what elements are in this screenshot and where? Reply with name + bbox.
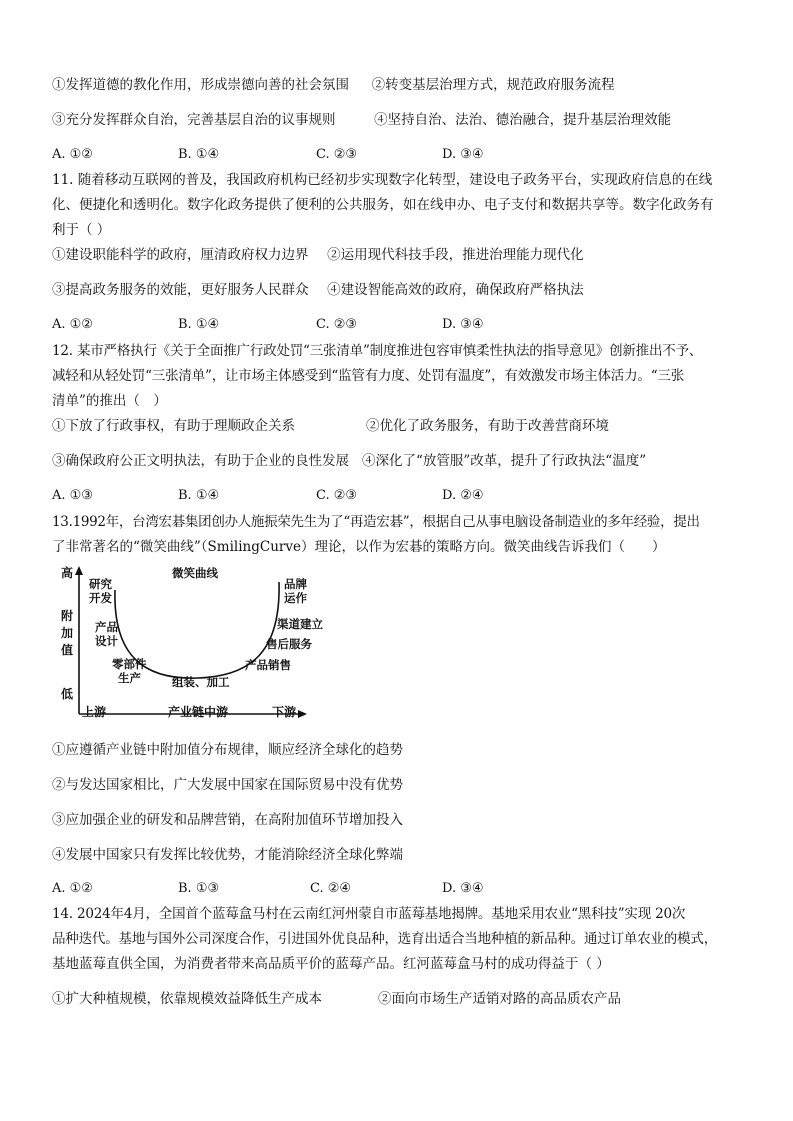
q10-option-b[interactable]: B. ①④: [178, 147, 220, 162]
label-brand-2: 运作: [284, 591, 307, 605]
q10-option-c[interactable]: C. ②③: [316, 147, 358, 162]
q14-statement-2: ②面向市场生产适销对路的高品质农产品: [378, 991, 621, 1007]
q11-stem-line-2: 化、便捷化和透明化。数字化政务提供了便利的公共服务，如在线申办、电子支付和数据共享等。数字化政务有: [52, 197, 714, 213]
q10-option-a[interactable]: A. ①②: [52, 147, 93, 162]
smiling-curve-figure: [55, 562, 335, 722]
q12-statement-2: ②优化了政务服务，有助于改善营商环境: [366, 418, 609, 434]
q11-statement-3: ③提高政务服务的效能，更好服务人民群众: [52, 282, 309, 298]
label-channel: 渠道建立: [277, 617, 323, 631]
q11-option-c[interactable]: C. ②③: [316, 317, 358, 332]
label-service: 售后服务: [266, 637, 312, 651]
q12-statement-4: ④深化了“放管服”改革，提升了行政执法“温度”: [362, 453, 647, 469]
q11-option-d[interactable]: D. ③④: [442, 317, 484, 332]
y-label-char-3: 值: [61, 643, 74, 657]
q13-statement-1: ①应遵循产业链中附加值分布规律，顺应经济全球化的趋势: [52, 742, 403, 758]
q12-statement-3: ③确保政府公正文明执法，有助于企业的良性发展: [52, 453, 349, 469]
label-sales: 产品销售: [245, 658, 291, 672]
q10-statement-1: ①发挥道德的教化作用，形成崇德向善的社会氛围: [52, 77, 349, 93]
q12-option-b[interactable]: B. ①④: [178, 488, 220, 503]
q11-statement-3-4: [52, 281, 584, 299]
q13-option-b[interactable]: B. ①③: [178, 881, 220, 896]
label-parts-1: 零部件: [112, 657, 147, 671]
q14-stem-line-2: 品种迭代。基地与国外公司深度合作，引进国外优良品种，选育出适合当地种植的新品种。通过订单农业的模式，: [52, 931, 717, 947]
figure-title: 微笑曲线: [172, 566, 218, 580]
q12-stem-line-1: 12. 某市严格执行《关于全面推广行政处罚“三张清单”制度推进包容审慎柔性执法的指导意见》创新推出不予、: [52, 343, 703, 359]
label-design-1: 产品: [95, 620, 118, 634]
q10-statement-3-4: [52, 111, 671, 129]
label-parts-2: 生产: [118, 671, 141, 685]
q12-statement-1: ①下放了行政事权，有助于理顺政企关系: [52, 418, 295, 434]
q12-stem-line-3: 清单”的推出（ ）: [52, 393, 167, 409]
q13-option-d[interactable]: D. ③④: [442, 881, 484, 896]
label-rd-1: 研究: [89, 577, 112, 591]
label-rd-2: 开发: [89, 591, 112, 605]
q10-option-d[interactable]: D. ③④: [442, 147, 484, 162]
q10-statement-1-2: [52, 76, 615, 94]
q13-stem-line-2: 了非常著名的“微笑曲线”（SmilingCurve）理论，以作为宏碁的策略方向。微笑曲线告诉我们（ ）: [52, 539, 666, 555]
q14-stem-line-3: 基地蓝莓直供全国，为消费者带来高品质平价的蓝莓产品。红河蓝莓盒马村的成功得益于（ ）: [52, 956, 610, 972]
y-label-char-1: 附: [61, 609, 74, 623]
label-assembly: 组装、加工: [172, 675, 230, 689]
q12-stem-line-2: 减轻和从轻处罚“三张清单”，让市场主体感受到“监管有力度、处罚有温度”，有效激发市场主体活力。“三张: [52, 368, 685, 384]
q13-statement-3: ③应加强企业的研发和品牌营销，在高附加值环节增加投入: [52, 812, 403, 828]
q14-stem-line-1: 14. 2024年4月，全国首个蓝莓盒马村在云南红河州蒙自市蓝莓基地揭牌。基地采用农业“黑科技”实现 20次: [52, 906, 686, 922]
q13-option-a[interactable]: A. ①②: [52, 881, 93, 896]
y-axis-arrow: [75, 566, 83, 575]
q12-option-a[interactable]: A. ①③: [52, 488, 93, 503]
x-axis-midstream-label: 产业链中游: [168, 705, 229, 719]
q11-stem-line-3: 利于（ ）: [52, 222, 111, 238]
q11-statement-1: ①建设职能科学的政府，厘清政府权力边界: [52, 247, 309, 263]
y-high-label: 高: [61, 566, 74, 580]
q11-statement-1-2: [52, 246, 584, 264]
x-axis-downstream-label: 下游: [272, 705, 297, 719]
y-low-label: 低: [61, 687, 74, 701]
label-design-2: 设计: [95, 634, 118, 648]
label-brand-1: 品牌: [284, 577, 307, 591]
x-axis-upstream-label: 上游: [82, 705, 107, 719]
x-axis-arrow: [298, 710, 307, 718]
q11-statement-2: ②运用现代科技手段，推进治理能力现代化: [327, 247, 584, 263]
q13-statement-4: ④发展中国家只有发挥比较优势，才能消除经济全球化弊端: [52, 847, 403, 863]
q11-statement-4: ④建设智能高效的政府，确保政府严格执法: [327, 282, 584, 298]
q10-statement-3: ③充分发挥群众自治，完善基层自治的议事规则: [52, 112, 336, 128]
q13-stem-line-1: 13.1992年，台湾宏碁集团创办人施振荣先生为了“再造宏碁”，根据自己从事电脑设备制造业的多年经验，提出: [52, 514, 700, 530]
q13-statement-2: ②与发达国家相比，广大发展中国家在国际贸易中没有优势: [52, 777, 403, 793]
y-label-char-2: 加: [61, 626, 74, 640]
q11-option-a[interactable]: A. ①②: [52, 317, 93, 332]
q11-option-b[interactable]: B. ①④: [178, 317, 220, 332]
q10-statement-4: ④坚持自治、法治、德治融合，提升基层治理效能: [374, 112, 672, 128]
q11-stem-line-1: 11. 随着移动互联网的普及，我国政府机构已经初步实现数字化转型，建设电子政务平台，实现政府信息的在线: [52, 172, 713, 188]
q12-option-c[interactable]: C. ②③: [316, 488, 358, 503]
q12-option-d[interactable]: D. ②④: [442, 488, 484, 503]
q13-option-c[interactable]: C. ②④: [310, 881, 352, 896]
q10-statement-2: ②转变基层治理方式，规范政府服务流程: [371, 77, 615, 93]
q14-statement-1: ①扩大种植规模，依靠规模效益降低生产成本: [52, 991, 322, 1007]
